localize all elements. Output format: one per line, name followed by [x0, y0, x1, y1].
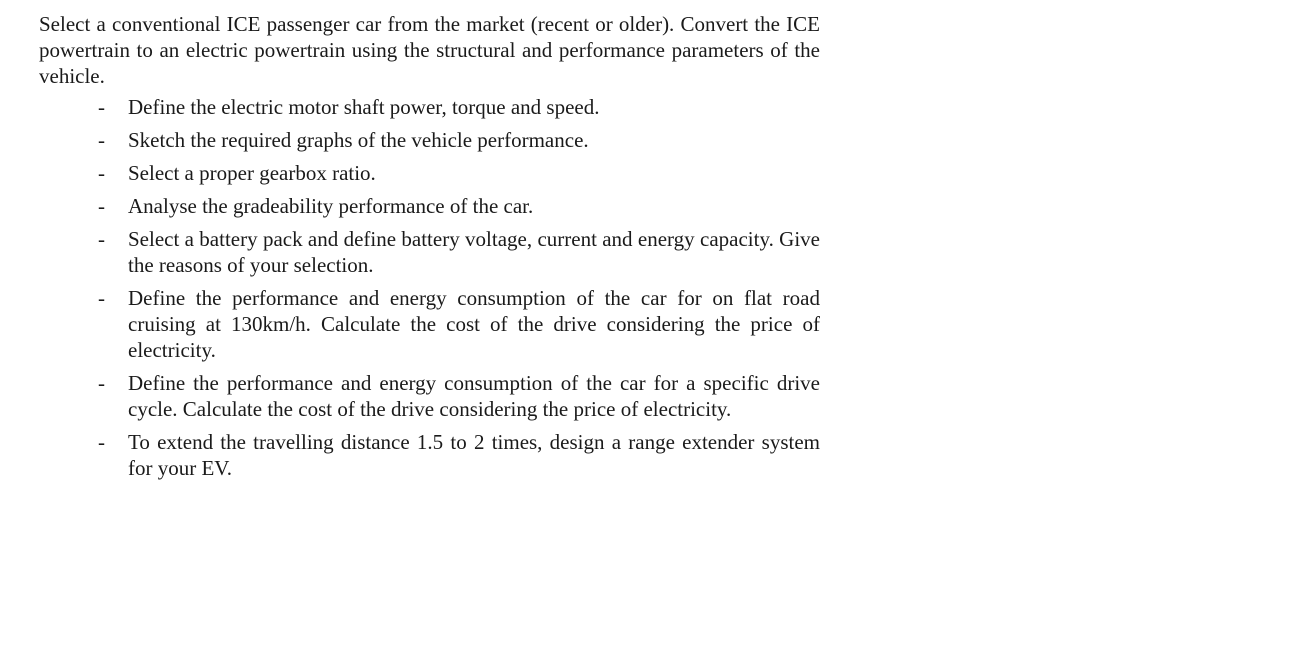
task-item-gearbox: [39, 160, 820, 186]
task-text: Define the performance and energy consumption of the car for on flat road cruising at 130km/h. Calculate the cost of the drive considering the price of electricity.: [128, 286, 820, 362]
task-list: [39, 94, 820, 481]
task-text: Analyse the gradeability performance of the car.: [128, 194, 534, 218]
intro-paragraph: Select a conventional ICE passenger car from the market (recent or older). Convert the ICE powertrain to an electric powertrain using the structural and performance parameters of the vehicle.: [39, 12, 820, 88]
task-text: Define the performance and energy consumption of the car for a specific drive cycle. Calculate the cost of the drive considering the price of electricity.: [128, 371, 820, 421]
task-text: To extend the travelling distance 1.5 to 2 times, design a range extender system for your EV.: [128, 430, 820, 480]
task-item-battery: [39, 226, 820, 278]
dash-bullet: -: [98, 430, 105, 454]
dash-bullet: -: [98, 371, 105, 395]
dash-bullet: -: [98, 286, 105, 310]
task-item-range-extender: [39, 429, 820, 481]
task-text: Define the electric motor shaft power, torque and speed.: [128, 95, 600, 119]
task-text: Select a proper gearbox ratio.: [128, 161, 376, 185]
dash-bullet: -: [98, 95, 105, 119]
assignment-document: [39, 11, 820, 488]
dash-bullet: -: [98, 194, 105, 218]
dash-bullet: -: [98, 161, 105, 185]
task-item-drive-cycle: [39, 370, 820, 422]
task-item-motor: [39, 94, 820, 120]
task-text: Sketch the required graphs of the vehicle performance.: [128, 128, 589, 152]
dash-bullet: -: [98, 227, 105, 251]
task-item-cruising: [39, 285, 820, 363]
task-item-graphs: [39, 127, 820, 153]
task-item-gradeability: [39, 193, 820, 219]
dash-bullet: -: [98, 128, 105, 152]
task-text: Select a battery pack and define battery voltage, current and energy capacity. Give the reasons of your selection.: [128, 227, 820, 277]
